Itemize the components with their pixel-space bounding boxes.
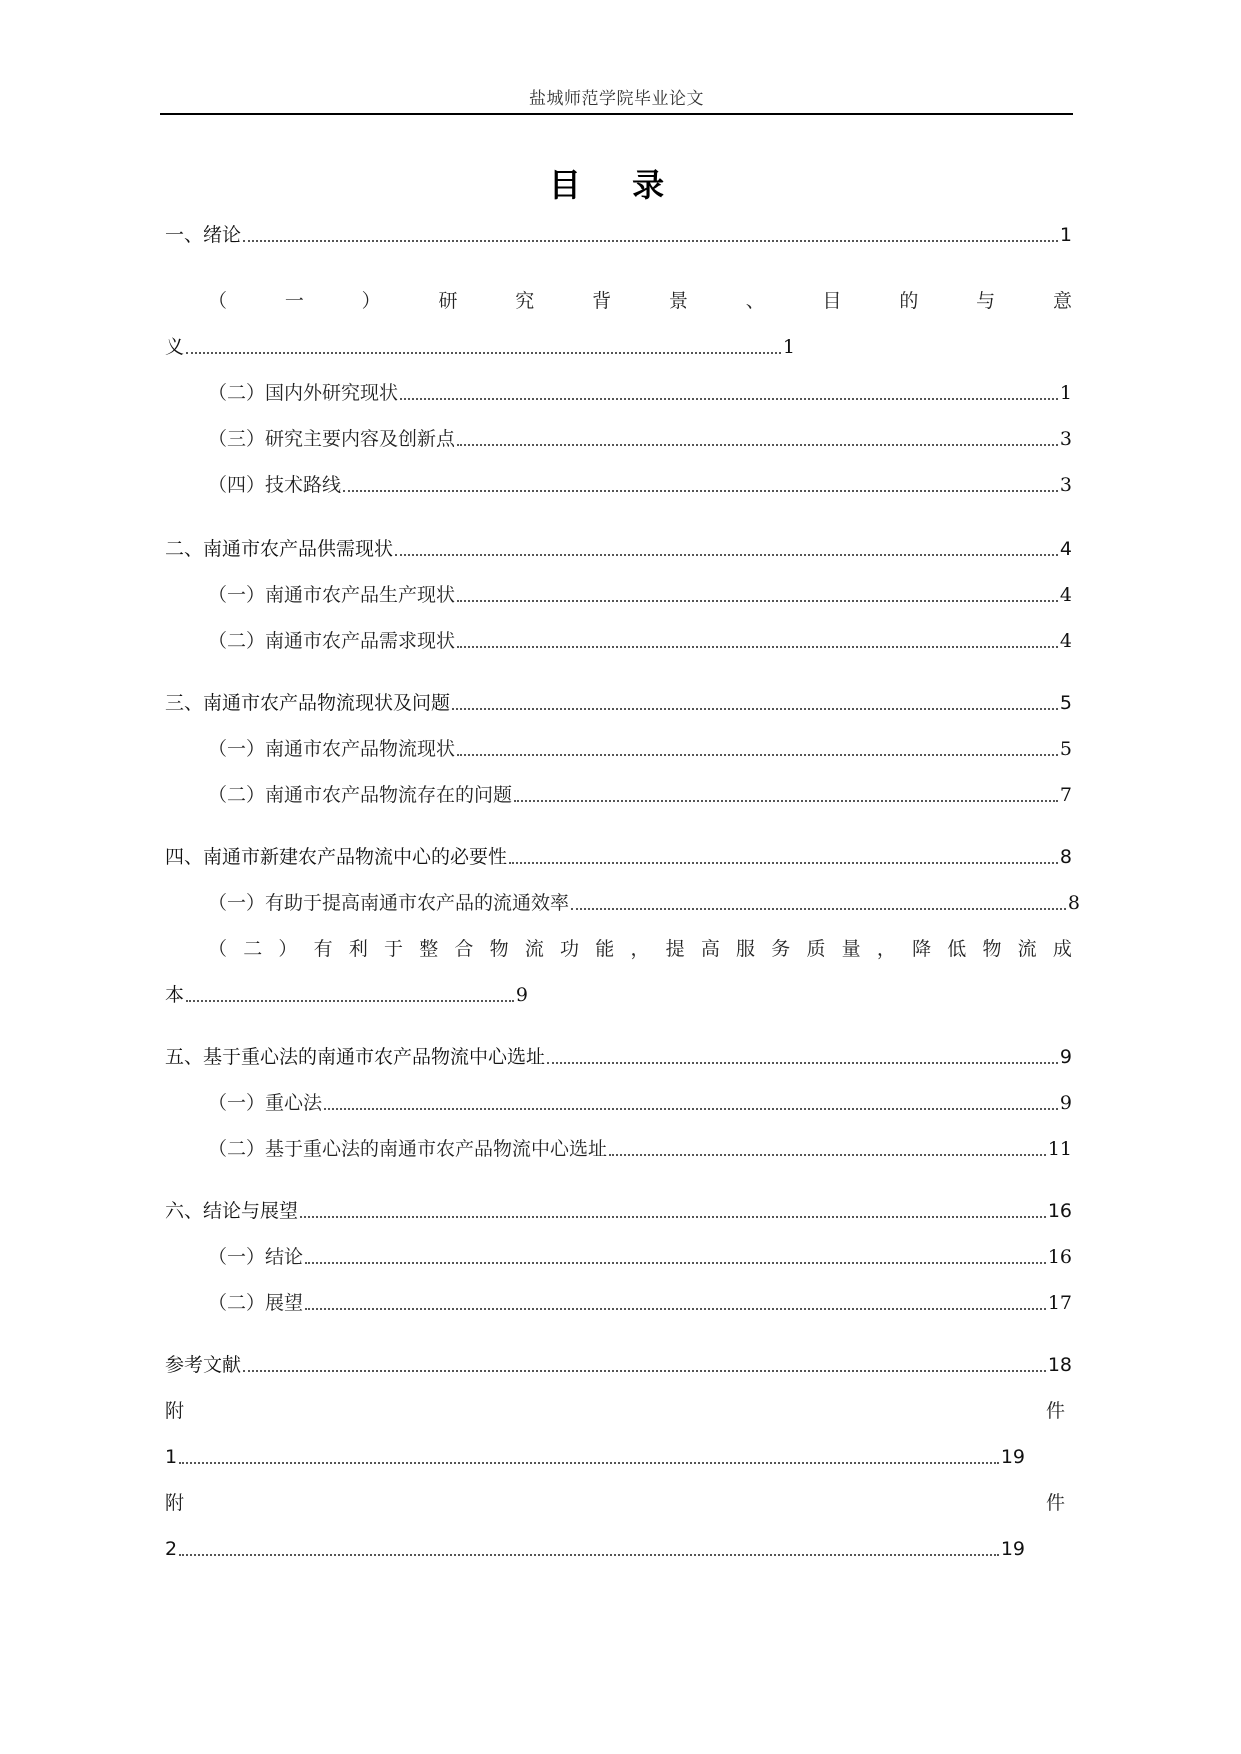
- toc-entry-label: 四、南通市新建农产品物流中心的必要性: [165, 846, 508, 868]
- toc-entry-page: 3: [1059, 428, 1072, 450]
- toc-entry-spread[interactable]: [208, 288, 1072, 314]
- toc-entry-label: （二）基于重心法的南通市农产品物流中心选址: [208, 1138, 608, 1160]
- toc-entry[interactable]: [165, 536, 1072, 562]
- toc-entry-page: 9: [515, 984, 528, 1006]
- dot-leader: [457, 646, 1058, 648]
- toc-entry-page: 19: [1000, 1446, 1025, 1468]
- toc-entry-char: 能: [595, 938, 615, 960]
- toc-entry-page: 4: [1059, 584, 1072, 606]
- toc-entry-label: （一）南通市农产品物流现状: [208, 738, 456, 760]
- dot-leader: [571, 908, 1066, 910]
- toc-entry-label: （一）南通市农产品生产现状: [208, 584, 456, 606]
- toc-entry-page: 18: [1047, 1354, 1072, 1376]
- toc-entry-char: 与: [976, 290, 996, 312]
- toc-entry-char: 附: [165, 1492, 185, 1514]
- dot-leader: [179, 1554, 999, 1556]
- toc-entry-char: 景: [668, 290, 688, 312]
- toc-entry-char: ，: [876, 938, 896, 960]
- toc-entry-label: 三、南通市农产品物流现状及问题: [165, 692, 451, 714]
- dot-leader: [509, 862, 1058, 864]
- dot-leader: [243, 240, 1058, 242]
- toc-entry-label: 一、绪论: [165, 224, 242, 246]
- toc-entry[interactable]: [208, 1290, 1072, 1316]
- toc-entry-char: 高: [700, 938, 720, 960]
- toc-entry-page: 3: [1059, 474, 1072, 496]
- toc-entry-char: 成: [1052, 938, 1072, 960]
- toc-entry-page: 4: [1059, 630, 1072, 652]
- toc-entry-char: 附: [165, 1400, 185, 1422]
- toc-entry-label: （二）南通市农产品物流存在的问题: [208, 784, 513, 806]
- dot-leader: [186, 352, 781, 354]
- toc-entry-label: 六、结论与展望: [165, 1200, 299, 1222]
- toc-entry-char: 二: [243, 938, 263, 960]
- toc-entry-char: 流: [524, 938, 544, 960]
- toc-entry[interactable]: [208, 736, 1072, 762]
- toc-title: 目 录: [548, 166, 685, 204]
- toc-entry-page: 7: [1059, 784, 1072, 806]
- toc-entry[interactable]: [165, 690, 1072, 716]
- toc-entry-label: 2: [165, 1538, 178, 1560]
- toc-entry-page: 9: [1059, 1046, 1072, 1068]
- toc-entry-char: 的: [899, 290, 919, 312]
- toc-entry-char: 于: [384, 938, 404, 960]
- toc-entry-label: （二）展望: [208, 1292, 304, 1314]
- toc-entry-char: 件: [1045, 1400, 1065, 1422]
- toc-entry-char: ）: [361, 290, 381, 312]
- toc-entry-char: 功: [560, 938, 580, 960]
- toc-entry[interactable]: [208, 1244, 1072, 1270]
- toc-entry-char: （: [208, 938, 228, 960]
- toc-entry-label: （四）技术路线: [208, 474, 342, 496]
- toc-entry-page: 1: [1059, 382, 1072, 404]
- toc-entry-page: 19: [1000, 1538, 1025, 1560]
- toc-entry-continuation[interactable]: [165, 334, 795, 360]
- toc-entry[interactable]: [208, 628, 1072, 654]
- toc-entry-page: 8: [1059, 846, 1072, 868]
- toc-entry-label: 二、南通市农产品供需现状: [165, 538, 394, 560]
- toc-entry-label: 1: [165, 1446, 178, 1468]
- toc-entry-page: 16: [1047, 1246, 1072, 1268]
- toc-entry-char: ）: [278, 938, 298, 960]
- dot-leader: [457, 754, 1058, 756]
- toc-entry-spread[interactable]: [165, 1490, 1065, 1516]
- toc-entry-page: 5: [1059, 692, 1072, 714]
- toc-entry-char: 服: [736, 938, 756, 960]
- toc-entry[interactable]: [208, 582, 1072, 608]
- toc-entry-char: （: [208, 290, 228, 312]
- toc-entry-page: 16: [1047, 1200, 1072, 1222]
- toc-entry[interactable]: [165, 1352, 1072, 1378]
- toc-entry-label: （二）南通市农产品需求现状: [208, 630, 456, 652]
- dot-leader: [324, 1108, 1058, 1110]
- toc-entry-spread[interactable]: [165, 1398, 1065, 1424]
- toc-entry[interactable]: [165, 1198, 1072, 1224]
- dot-leader: [305, 1262, 1046, 1264]
- toc-entry-label: （一）结论: [208, 1246, 304, 1268]
- dot-leader: [305, 1308, 1046, 1310]
- toc-entry-page: 8: [1067, 892, 1080, 914]
- toc-entry-page: 1: [1059, 224, 1072, 246]
- toc-entry-char: 流: [1017, 938, 1037, 960]
- toc-entry-label: （二）国内外研究现状: [208, 382, 399, 404]
- toc-entry-char: 合: [454, 938, 474, 960]
- toc-entry-char: 利: [348, 938, 368, 960]
- toc-entry-spread[interactable]: [208, 936, 1072, 962]
- toc-entry[interactable]: [208, 426, 1072, 452]
- toc-entry-char: 降: [912, 938, 932, 960]
- toc-entry[interactable]: [165, 844, 1072, 870]
- dot-leader: [186, 1000, 514, 1002]
- toc-entry[interactable]: [208, 1090, 1072, 1116]
- toc-entry-page: 9: [1059, 1092, 1072, 1114]
- toc-entry-page: 5: [1059, 738, 1072, 760]
- toc-entry[interactable]: [208, 890, 1080, 916]
- toc-entry[interactable]: [208, 782, 1072, 808]
- toc-entry-label: （一）重心法: [208, 1092, 323, 1114]
- toc-entry-label: （一）有助于提高南通市农产品的流通效率: [208, 892, 570, 914]
- toc-entry-page: 1: [782, 336, 795, 358]
- toc-entry[interactable]: [165, 1044, 1072, 1070]
- header-rule: [160, 113, 1073, 115]
- toc-entry-label: （三）研究主要内容及创新点: [208, 428, 456, 450]
- toc-entry-char: 、: [745, 290, 765, 312]
- toc-entry-char: 物: [489, 938, 509, 960]
- toc-entry-char: 目: [822, 290, 842, 312]
- toc-entry-char: 件: [1045, 1492, 1065, 1514]
- toc-entry-char: 背: [592, 290, 612, 312]
- toc-entry-continuation[interactable]: [165, 982, 528, 1008]
- dot-leader: [547, 1062, 1058, 1064]
- dot-leader: [243, 1370, 1046, 1372]
- dot-leader: [179, 1462, 999, 1464]
- toc-entry-char: 究: [515, 290, 535, 312]
- toc-entry-label: 本: [165, 984, 185, 1006]
- toc-entry-page: 4: [1059, 538, 1072, 560]
- dot-leader: [400, 398, 1058, 400]
- dot-leader: [300, 1216, 1046, 1218]
- toc-entry-char: 务: [771, 938, 791, 960]
- dot-leader: [395, 554, 1058, 556]
- toc-entry-char: 研: [438, 290, 458, 312]
- toc-entry-char: 物: [982, 938, 1002, 960]
- toc-entry-label: 义: [165, 336, 185, 358]
- toc-entry-label: 参考文献: [165, 1354, 242, 1376]
- toc-entry-char: 提: [665, 938, 685, 960]
- page-header: 盐城师范学院毕业论文: [529, 89, 704, 109]
- dot-leader: [457, 600, 1058, 602]
- toc-entry-char: ，: [630, 938, 650, 960]
- toc-entry-char: 一: [284, 290, 304, 312]
- toc-entry-char: 意: [1052, 290, 1072, 312]
- dot-leader: [452, 708, 1058, 710]
- toc-entry-page: 17: [1047, 1292, 1072, 1314]
- toc-entry[interactable]: [208, 380, 1072, 406]
- toc-entry-char: 低: [947, 938, 967, 960]
- toc-entry[interactable]: [208, 472, 1072, 498]
- dot-leader: [457, 444, 1058, 446]
- dot-leader: [514, 800, 1058, 802]
- toc-entry-label: 五、基于重心法的南通市农产品物流中心选址: [165, 1046, 546, 1068]
- toc-entry-char: 量: [841, 938, 861, 960]
- toc-entry-continuation[interactable]: [165, 1536, 1025, 1562]
- toc-entry[interactable]: [165, 222, 1072, 248]
- toc-entry-page: 11: [1047, 1138, 1072, 1160]
- toc-entry-char: 有: [313, 938, 333, 960]
- dot-leader: [609, 1154, 1046, 1156]
- toc-entry-char: 质: [806, 938, 826, 960]
- dot-leader: [343, 490, 1058, 492]
- toc-entry[interactable]: [208, 1136, 1072, 1162]
- toc-entry-continuation[interactable]: [165, 1444, 1025, 1470]
- toc-entry-char: 整: [419, 938, 439, 960]
